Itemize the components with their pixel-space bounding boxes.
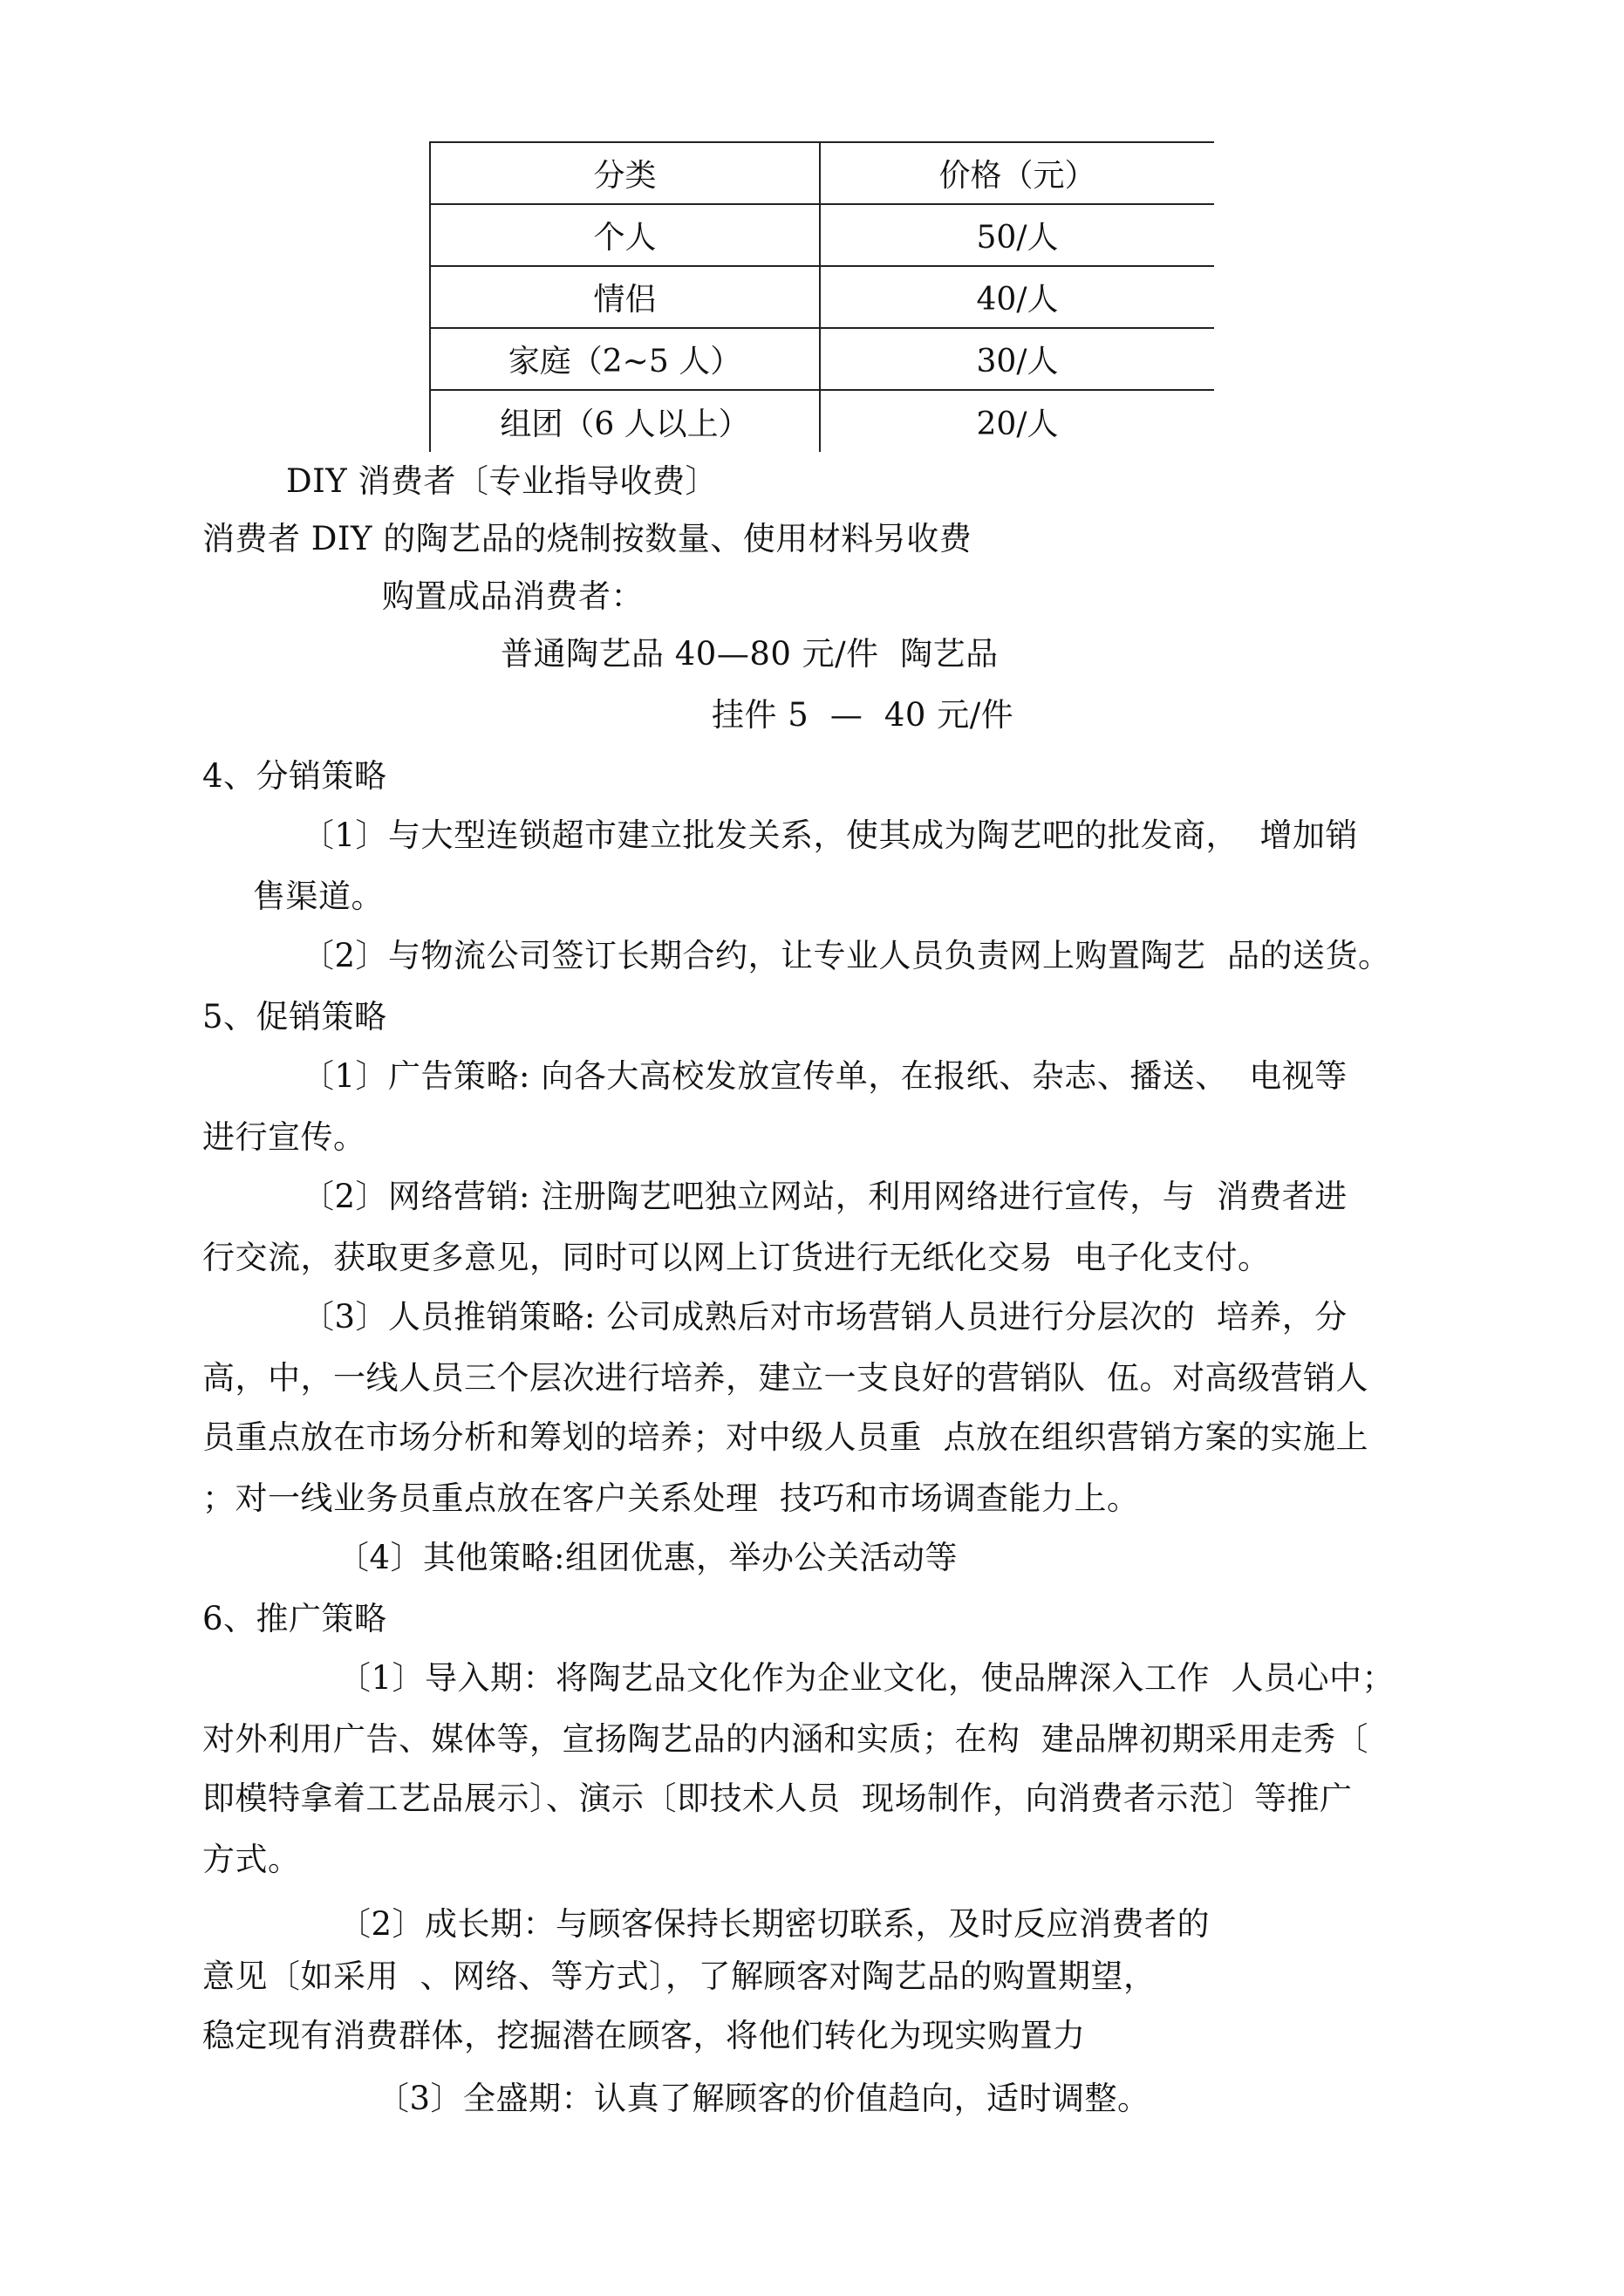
text-line: 〔2〕网络营销: 注册陶艺吧独立网站，利用网络进行宣传，与 消费者进 — [302, 1178, 1348, 1215]
text-line: 行交流，获取更多意见，同时可以网上订货进行无纸化交易 电子化支付。 — [202, 1239, 1271, 1276]
text-line: 对外利用广告、媒体等，宣扬陶艺品的内涵和实质；在构 建品牌初期采用走秀〔 — [202, 1720, 1369, 1758]
table-header-row — [430, 142, 1214, 204]
text-line: 消费者 DIY 的陶艺品的烧制按数量、使用材料另收费 — [202, 520, 972, 557]
table-cell: 情侣 — [430, 266, 820, 328]
text-line: 〔2〕与物流公司签订长期合约，让专业人员负责网上购置陶艺 品的送货。 — [302, 937, 1391, 974]
table-row — [430, 390, 1214, 452]
text-line: 〔1〕导入期：将陶艺品文化作为企业文化，使品牌深入工作 人员心中； — [338, 1659, 1395, 1697]
section-heading: 6、推广策略 — [202, 1600, 387, 1637]
table-header-cell: 分类 — [430, 142, 820, 204]
table-cell: 组团（6 人以上） — [430, 390, 820, 452]
text-line: 员重点放在市场分析和筹划的培养；对中级人员重 点放在组织营销方案的实施上 — [202, 1418, 1369, 1456]
table-cell: 家庭（2~5 人） — [430, 328, 820, 390]
text-line: DIY 消费者〔专业指导收费〕 — [286, 462, 718, 500]
table-cell: 20/人 — [976, 406, 1059, 442]
table-row — [430, 266, 1214, 328]
text-line: 购置成品消费者： — [382, 577, 644, 615]
text-line: 〔2〕成长期：与顾客保持长期密切联系，及时反应消费者的 — [338, 1905, 1211, 1943]
table-row — [430, 204, 1214, 266]
text-line: 〔1〕与大型连锁超市建立批发关系，使其成为陶艺吧的批发商， 增加销 — [302, 817, 1359, 854]
section-heading: 5、促销策略 — [202, 998, 387, 1035]
text-line: 〔4〕其他策略:组团优惠，举办公关活动等 — [337, 1539, 959, 1576]
text-line: 〔1〕广告策略: 向各大高校发放宣传单，在报纸、杂志、播送、 电视等 — [302, 1057, 1348, 1095]
text-line: 高，中，一线人员三个层次进行培养，建立一支良好的营销队 伍。对高级营销人 — [202, 1359, 1369, 1397]
section-heading: 4、分销策略 — [202, 757, 387, 795]
text-line: ；对一线业务员重点放在客户关系处理 技巧和市场调查能力上。 — [202, 1479, 1140, 1517]
text-line: 〔3〕全盛期：认真了解顾客的价值趋向，适时调整。 — [377, 2080, 1150, 2117]
text-line: 即模特拿着工艺品展示〕、演示〔即技术人员 现场制作，向消费者示范〕等推广 — [202, 1780, 1353, 1817]
table-cell: 40/人 — [820, 266, 1214, 328]
table-cell: 50/人 — [820, 204, 1214, 266]
text-line: 方式。 — [202, 1841, 301, 1878]
table-header-cell: 价格（元） — [820, 142, 1214, 204]
text-line: 〔3〕人员推销策略: 公司成熟后对市场营销人员进行分层次的 培养，分 — [302, 1298, 1348, 1336]
table-cell: 30/人 — [820, 328, 1214, 390]
price-table — [429, 141, 1214, 452]
text-line: 意见〔如采用 、网络、等方式〕，了解顾客对陶艺品的购置期望， — [202, 1958, 1157, 1995]
table-row — [430, 328, 1214, 390]
text-line: 进行宣传。 — [202, 1118, 366, 1156]
text-line: 普通陶艺品 40—80 元/件 陶艺品 — [501, 635, 999, 673]
table-cell: 个人 — [430, 204, 820, 266]
text-line: 售渠道。 — [253, 878, 384, 915]
text-line: 稳定现有消费群体，挖掘潜在顾客，将他们转化为现实购置力 — [202, 2017, 1086, 2054]
text-line: 挂件 5 — 40 元/件 — [712, 696, 1014, 734]
